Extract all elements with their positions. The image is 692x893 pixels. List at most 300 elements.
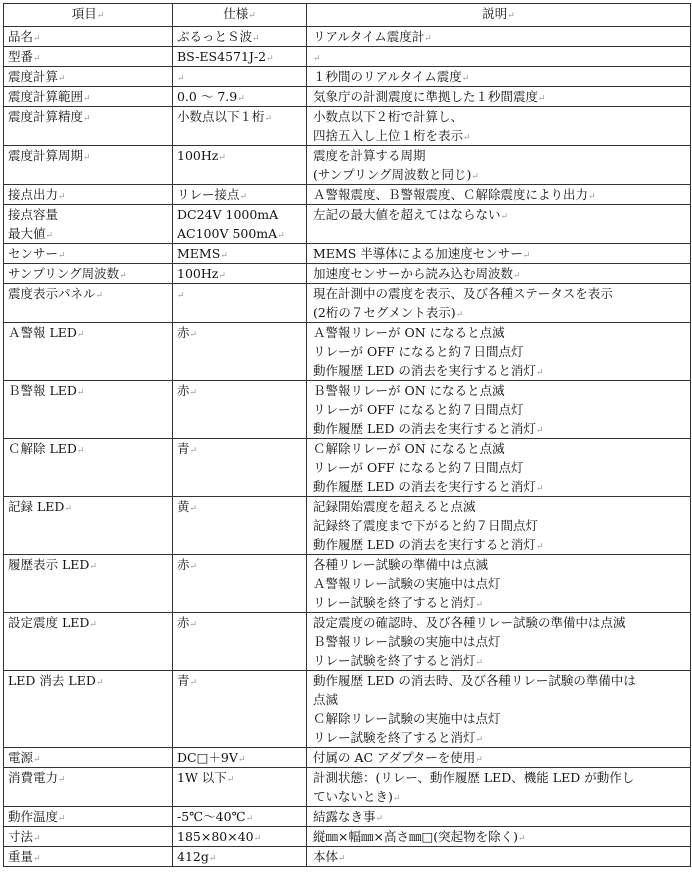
desc-cell-line (311, 477, 686, 496)
cell-text: -5℃～40℃ (177, 809, 246, 824)
desc-cell-line (311, 574, 686, 593)
cell-text: Ｃ解除リレー試験の実施中は点灯 (313, 711, 501, 726)
cell-text: 1W 以下 (177, 770, 227, 785)
paragraph-mark-icon: ↵ (95, 291, 104, 301)
paragraph-mark-icon: ↵ (252, 34, 260, 44)
paragraph-mark-icon: ↵ (535, 426, 544, 436)
cell-text: 動作履歴 LED の消去を実行すると消灯 (313, 479, 536, 494)
item-cell-line (8, 323, 168, 342)
cell-text: DC□＋9V (177, 750, 238, 765)
desc-cell-line (311, 107, 686, 126)
desc-cell-line (311, 535, 686, 554)
item-cell-line (8, 768, 168, 787)
cell-text: 動作履歴 LED の消去を実行すると消灯 (313, 421, 536, 436)
item-cell-line (8, 381, 168, 400)
spec-cell (173, 107, 307, 146)
desc-cell (307, 847, 691, 867)
desc-cell (307, 807, 691, 827)
paragraph-mark-icon: ↵ (264, 114, 273, 124)
cell-text: ぶるっとＳ波 (177, 29, 253, 44)
paragraph-mark-icon: ↵ (76, 388, 85, 398)
paragraph-mark-icon: ↵ (89, 620, 97, 630)
item-cell (4, 847, 173, 867)
paragraph-mark-icon: ↵ (218, 153, 226, 163)
cell-text: １秒間のリアルタイム震度 (313, 69, 462, 84)
table-row (4, 185, 691, 205)
paragraph-mark-icon: ↵ (538, 94, 546, 104)
item-cell (4, 27, 173, 47)
paragraph-mark-icon: ↵ (189, 388, 198, 398)
desc-cell-line (311, 748, 686, 767)
desc-cell-line (311, 497, 686, 516)
paragraph-mark-icon: ↵ (189, 562, 198, 572)
desc-cell-line (311, 67, 686, 86)
paragraph-mark-icon: ↵ (89, 562, 97, 572)
cell-text: 赤 (177, 325, 190, 340)
paragraph-mark-icon: ↵ (237, 94, 245, 104)
cell-text: AC100V 500mA (177, 226, 278, 241)
cell-text: Ｃ解除リレーが ON になると点滅 (313, 441, 505, 456)
cell-text: Ａ警報リレーが ON になると点滅 (313, 325, 505, 340)
table-row (4, 284, 691, 323)
desc-cell (307, 613, 691, 671)
spec-cell-line (177, 613, 302, 632)
cell-text: 計測状態：(リレー、動作履歴 LED、機能 LED が動作し (313, 770, 635, 785)
cell-text: 記録 LED (8, 499, 65, 514)
spec-cell (173, 381, 307, 439)
paragraph-mark-icon: ↵ (189, 330, 198, 340)
item-cell (4, 768, 173, 807)
item-cell-line (8, 107, 168, 126)
cell-text: 縦㎜×幅㎜×高さ㎜□(突起物を除く) (313, 829, 519, 844)
desc-cell (307, 381, 691, 439)
desc-cell-line (311, 27, 686, 46)
desc-cell (307, 27, 691, 47)
paragraph-mark-icon: ↵ (76, 446, 85, 456)
cell-text: 動作温度 (8, 809, 59, 824)
item-cell (4, 87, 173, 107)
cell-text: 型番 (8, 49, 34, 64)
paragraph-mark-icon: ↵ (177, 291, 185, 301)
desc-cell (307, 284, 691, 323)
item-cell (4, 555, 173, 613)
spec-cell-line (177, 146, 302, 165)
paragraph-mark-icon: ↵ (189, 446, 198, 456)
item-cell (4, 381, 173, 439)
spec-cell-line (177, 67, 302, 86)
table-row (4, 671, 691, 748)
spec-cell (173, 748, 307, 768)
desc-cell-line (311, 807, 686, 826)
paragraph-mark-icon: ↵ (189, 678, 198, 688)
table-row (4, 439, 691, 497)
spec-cell-line (177, 185, 302, 204)
cell-text: (サンプリング周波数と同じ) (313, 167, 472, 182)
item-cell-line (8, 748, 168, 767)
table-row (4, 244, 691, 264)
cell-text: 赤 (177, 383, 190, 398)
item-cell-line (8, 67, 168, 86)
paragraph-mark-icon: ↵ (33, 834, 41, 844)
paragraph-mark-icon: ↵ (266, 54, 274, 64)
desc-cell-line (311, 361, 686, 380)
cell-text: 四捨五入し上位１桁を表示 (313, 128, 464, 143)
paragraph-mark-icon: ↵ (218, 271, 226, 281)
desc-cell (307, 555, 691, 613)
item-cell-line (8, 284, 168, 303)
paragraph-mark-icon: ↵ (45, 231, 54, 241)
desc-cell (307, 768, 691, 807)
desc-cell-line (311, 400, 686, 419)
item-cell (4, 671, 173, 748)
item-cell (4, 807, 173, 827)
table-row (4, 67, 691, 87)
paragraph-mark-icon: ↵ (535, 542, 544, 552)
spec-cell-line (177, 27, 302, 46)
item-cell-line (8, 264, 168, 283)
paragraph-mark-icon: ↵ (58, 251, 66, 261)
table-row (4, 768, 691, 807)
paragraph-mark-icon: ↵ (189, 504, 198, 514)
cell-text: ていないとき) (313, 789, 393, 804)
item-cell-line (8, 185, 168, 204)
spec-cell-line (177, 323, 302, 342)
desc-cell-line (311, 381, 686, 400)
cell-text: Ｃ解除 LED (8, 441, 77, 456)
cell-text: 動作履歴 LED の消去を実行すると消灯 (313, 363, 536, 378)
cell-text: 結露なき事 (313, 809, 376, 824)
spec-cell (173, 671, 307, 748)
cell-text: 412g (177, 849, 209, 864)
item-cell-line (8, 613, 168, 632)
spec-cell (173, 323, 307, 381)
item-cell (4, 497, 173, 555)
cell-text: サンプリング周波数 (8, 266, 120, 281)
cell-text: 現在計測中の震度を表示、及び各種ステータスを表示 (313, 286, 613, 301)
cell-text: (2桁の７セグメント表示) (313, 305, 456, 320)
spec-cell (173, 185, 307, 205)
desc-cell-line (311, 593, 686, 612)
cell-text: Ａ警報リレー試験の実施中は点灯 (313, 576, 501, 591)
cell-text: 接点出力 (8, 187, 59, 202)
spec-cell-line (177, 205, 302, 224)
table-row (4, 107, 691, 146)
cell-text: リレーが OFF になると約７日間点灯 (313, 344, 524, 359)
desc-cell-line (311, 671, 686, 690)
spec-cell-line (177, 555, 302, 574)
cell-text: 電源 (8, 750, 34, 765)
paragraph-mark-icon: ↵ (277, 231, 285, 241)
paragraph-mark-icon: ↵ (239, 192, 248, 202)
item-cell (4, 439, 173, 497)
paragraph-mark-icon: ↵ (58, 775, 66, 785)
table-row (4, 146, 691, 185)
paragraph-mark-icon: ↵ (475, 735, 484, 745)
cell-text: 履歴表示 LED (8, 557, 90, 572)
table-row (4, 205, 691, 244)
cell-text: 震度計算精度 (8, 109, 84, 124)
spec-cell (173, 87, 307, 107)
cell-text: 0.0 ～ 7.9 (177, 89, 238, 104)
cell-text: DC24V 1000mA (177, 207, 279, 222)
cell-text: リレー試験を終了すると消灯 (313, 653, 476, 668)
cell-text: 重量 (8, 849, 34, 864)
item-cell-line (8, 87, 168, 106)
cell-text: 点滅 (313, 692, 339, 707)
cell-text: 震度計算周期 (8, 148, 84, 163)
paragraph-mark-icon: ↵ (375, 814, 384, 824)
cell-text: Ａ警報 LED (8, 325, 77, 340)
paragraph-mark-icon: ↵ (338, 854, 346, 864)
spec-cell (173, 768, 307, 807)
spec-cell (173, 67, 307, 87)
cell-text: 設定震度の確認時、及び各種リレー試験の準備中は点滅 (313, 615, 626, 630)
item-cell-line (8, 847, 168, 866)
spec-cell (173, 284, 307, 323)
spec-cell-line (177, 748, 302, 767)
table-row (4, 613, 691, 671)
table-row (4, 807, 691, 827)
paragraph-mark-icon: ↵ (475, 755, 483, 765)
paragraph-mark-icon: ↵ (475, 658, 484, 668)
paragraph-mark-icon: ↵ (189, 620, 198, 630)
cell-text: 接点容量 (8, 207, 59, 222)
item-cell-line (8, 671, 168, 690)
desc-cell (307, 244, 691, 264)
cell-text: Ｂ警報リレー試験の実施中は点灯 (313, 634, 501, 649)
cell-text: 100Hz (177, 148, 219, 163)
spec-cell (173, 555, 307, 613)
cell-text: 震度表示パネル (8, 286, 96, 301)
desc-cell-line (311, 516, 686, 535)
cell-text: リレーが OFF になると約７日間点灯 (313, 460, 524, 475)
paragraph-mark-icon: ↵ (313, 54, 321, 64)
spec-cell-line (177, 497, 302, 516)
desc-cell-line (311, 342, 686, 361)
spec-cell (173, 439, 307, 497)
spec-cell (173, 847, 307, 867)
paragraph-mark-icon: ↵ (64, 504, 72, 514)
desc-cell-line (311, 264, 686, 283)
paragraph-mark-icon: ↵ (475, 600, 484, 610)
cell-text: 赤 (177, 615, 190, 630)
cell-text: BS-ES4571J-2 (177, 49, 267, 64)
desc-cell-line (311, 205, 686, 224)
item-cell (4, 146, 173, 185)
desc-cell-line (311, 323, 686, 342)
cell-text: 左記の最大値を超えてはならない (313, 207, 501, 222)
spec-cell (173, 146, 307, 185)
spec-cell-line (177, 768, 302, 787)
spec-cell (173, 827, 307, 847)
item-cell (4, 264, 173, 284)
item-cell (4, 613, 173, 671)
paragraph-mark-icon: ↵ (208, 854, 217, 864)
cell-text: 青 (177, 673, 190, 688)
item-cell-line (8, 827, 168, 846)
paragraph-mark-icon: ↵ (220, 251, 228, 261)
item-cell-line (8, 807, 168, 826)
table-row (4, 827, 691, 847)
cell-text: 設定震度 LED (8, 615, 90, 630)
cell-text: MEMS (177, 246, 221, 261)
desc-cell-line (311, 303, 686, 322)
paragraph-mark-icon: ↵ (177, 74, 185, 84)
paragraph-mark-icon: ↵ (245, 814, 254, 824)
cell-text: 震度計算範囲 (8, 89, 84, 104)
cell-text: 100Hz (177, 266, 219, 281)
item-cell (4, 205, 173, 244)
item-cell (4, 284, 173, 323)
item-cell (4, 47, 173, 67)
spec-cell (173, 47, 307, 67)
table-row (4, 27, 691, 47)
cell-text: 震度を計算する周期 (313, 148, 426, 163)
cell-text: リレー試験を終了すると消灯 (313, 595, 476, 610)
cell-text: 加速度センサーから読み込む周波数 (313, 266, 514, 281)
desc-cell-line (311, 165, 686, 184)
spec-cell (173, 264, 307, 284)
paragraph-mark-icon: ↵ (535, 368, 544, 378)
cell-text: Ｂ警報リレーが ON になると点滅 (313, 383, 505, 398)
header-spec: 仕様↵ (173, 4, 307, 27)
cell-text: リレー接点 (177, 187, 240, 202)
desc-cell-line (311, 787, 686, 806)
desc-cell-line (311, 827, 686, 846)
paragraph-mark-icon: ↵ (588, 192, 596, 202)
spec-cell-line (177, 224, 302, 243)
cell-text: 最大値 (8, 226, 46, 241)
paragraph-mark-icon: ↵ (500, 212, 509, 222)
paragraph-mark-icon: ↵ (58, 192, 66, 202)
item-cell (4, 827, 173, 847)
desc-cell-line (311, 768, 686, 787)
table-row (4, 847, 691, 867)
header-item: 項目↵ (4, 4, 173, 27)
item-cell-line (8, 47, 168, 66)
paragraph-mark-icon: ↵ (535, 484, 544, 494)
item-cell (4, 244, 173, 264)
item-cell-line (8, 146, 168, 165)
spec-table-body (4, 27, 691, 867)
spec-cell (173, 497, 307, 555)
spec-cell-line (177, 244, 302, 263)
table-row (4, 497, 691, 555)
desc-cell-line (311, 47, 686, 66)
paragraph-mark-icon: ↵ (58, 814, 66, 824)
desc-cell-line (311, 146, 686, 165)
desc-cell-line (311, 613, 686, 632)
cell-text: Ｂ警報 LED (8, 383, 77, 398)
cell-text: 記録開始震度を超えると点滅 (313, 499, 476, 514)
cell-text: 赤 (177, 557, 190, 572)
item-cell-line (8, 224, 168, 243)
cell-text: Ａ警報震度、Ｂ警報震度、Ｃ解除震度により出力 (313, 187, 589, 202)
desc-cell (307, 671, 691, 748)
spec-cell-line (177, 847, 302, 866)
desc-cell-line (311, 651, 686, 670)
item-cell (4, 323, 173, 381)
item-cell (4, 748, 173, 768)
paragraph-mark-icon: ↵ (83, 94, 91, 104)
cell-text: 消費電力 (8, 770, 59, 785)
spec-cell (173, 205, 307, 244)
paragraph-mark-icon: ↵ (33, 54, 41, 64)
header-desc: 説明↵ (307, 4, 691, 27)
cell-text: MEMS 半導体による加速度センサー (313, 246, 523, 261)
desc-cell-line (311, 439, 686, 458)
cell-text: 各種リレー試験の準備中は点滅 (313, 557, 489, 572)
item-cell-line (8, 205, 168, 224)
paragraph-mark-icon: ↵ (518, 834, 526, 844)
spec-cell (173, 613, 307, 671)
cell-text: 動作履歴 LED の消去を実行すると消灯 (313, 537, 536, 552)
cell-text: 青 (177, 441, 190, 456)
table-row (4, 381, 691, 439)
cell-text: 付属の AC アダプターを使用 (313, 750, 476, 765)
desc-cell-line (311, 126, 686, 145)
desc-cell (307, 205, 691, 244)
cell-text: 本体 (313, 849, 339, 864)
spec-cell (173, 27, 307, 47)
cell-text: センサー (8, 246, 59, 261)
item-cell-line (8, 497, 168, 516)
spec-cell-line (177, 87, 302, 106)
spec-cell-line (177, 47, 302, 66)
cell-text: リアルタイム震度計 (313, 29, 425, 44)
paragraph-mark-icon: ↵ (237, 755, 246, 765)
desc-cell (307, 107, 691, 146)
cell-text: 動作履歴 LED の消去時、及び各種リレー試験の準備中は (313, 673, 636, 688)
cell-text: 寸法 (8, 829, 34, 844)
paragraph-mark-icon: ↵ (58, 74, 66, 84)
item-cell (4, 67, 173, 87)
desc-cell-line (311, 419, 686, 438)
desc-cell-line (311, 709, 686, 728)
spec-table (3, 3, 691, 867)
paragraph-mark-icon: ↵ (95, 678, 104, 688)
desc-cell (307, 748, 691, 768)
spec-cell (173, 244, 307, 264)
item-cell (4, 107, 173, 146)
desc-cell-line (311, 632, 686, 651)
paragraph-mark-icon: ↵ (463, 133, 471, 143)
cell-text: リレーが OFF になると約７日間点灯 (313, 402, 524, 417)
table-row (4, 47, 691, 67)
paragraph-mark-icon: ↵ (424, 34, 432, 44)
table-row (4, 323, 691, 381)
paragraph-mark-icon: ↵ (83, 114, 91, 124)
paragraph-mark-icon: ↵ (455, 310, 464, 320)
desc-cell-line (311, 87, 686, 106)
desc-cell-line (311, 185, 686, 204)
cell-text: LED 消去 LED (8, 673, 96, 688)
cell-text: 品名 (8, 29, 34, 44)
spec-cell-line (177, 807, 302, 826)
paragraph-mark-icon: ↵ (83, 153, 91, 163)
paragraph-mark-icon: ↵ (33, 755, 41, 765)
paragraph-mark-icon: ↵ (392, 794, 401, 804)
cell-text: 気象庁の計測震度に準拠した１秒間震度 (313, 89, 539, 104)
desc-cell-line (311, 847, 686, 866)
cell-text: 小数点以下１桁 (177, 109, 265, 124)
spec-cell-line (177, 107, 302, 126)
desc-cell-line (311, 728, 686, 747)
desc-cell-line (311, 244, 686, 263)
spec-cell-line (177, 827, 302, 846)
cell-text: 185×80×40 (177, 829, 254, 844)
item-cell-line (8, 244, 168, 263)
